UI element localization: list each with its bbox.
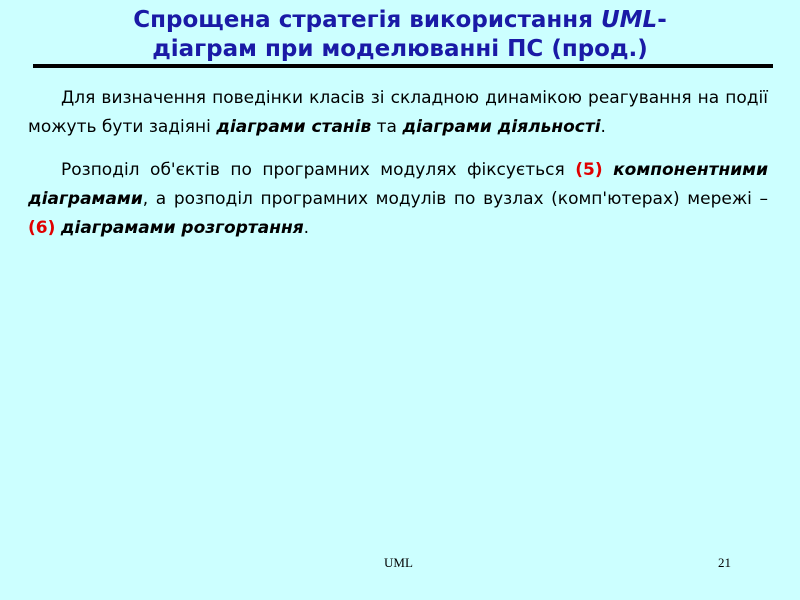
footer-label: UML: [384, 555, 413, 570]
p2-text-3: .: [303, 218, 310, 238]
title-underline-divider: [33, 64, 773, 68]
p1-state-diagrams: діаграми станів: [216, 117, 372, 137]
p2-deployment-diagrams: діаграмами розгортання: [60, 218, 304, 238]
title-line2-text: діаграм при моделюванні ПС (прод.): [152, 36, 648, 62]
p2-text-2: , а розподіл програмних модулів по вузлах (комп'ютерах) мережі –: [142, 189, 768, 209]
p1-text-3: .: [600, 117, 606, 137]
p1-text-2: та: [371, 117, 403, 137]
p2-text-1: Розподіл об'єктів по програмних модулях фіксується: [61, 160, 576, 180]
p2-component-diagrams: компонентними діаграмами: [28, 160, 768, 209]
p2-number-5: (5): [575, 160, 603, 180]
title-uml-italic: UML: [600, 7, 658, 33]
paragraph-deployment: [28, 156, 768, 243]
title-line1-text: Спрощена стратегія використання: [133, 7, 601, 33]
p2-number-6: (6): [28, 218, 56, 238]
p1-text-1: Для визначення поведінки класів зі складною динамікою реагування на події можуть бути задіяні: [28, 88, 768, 137]
title-line1-hyphen: -: [657, 7, 667, 33]
slide-title: [0, 6, 800, 64]
paragraph-behavior: [28, 84, 768, 142]
p1-activity-diagrams: діаграми діяльності: [402, 117, 601, 137]
slide-body: [28, 84, 768, 257]
page-number: 21: [718, 555, 731, 570]
